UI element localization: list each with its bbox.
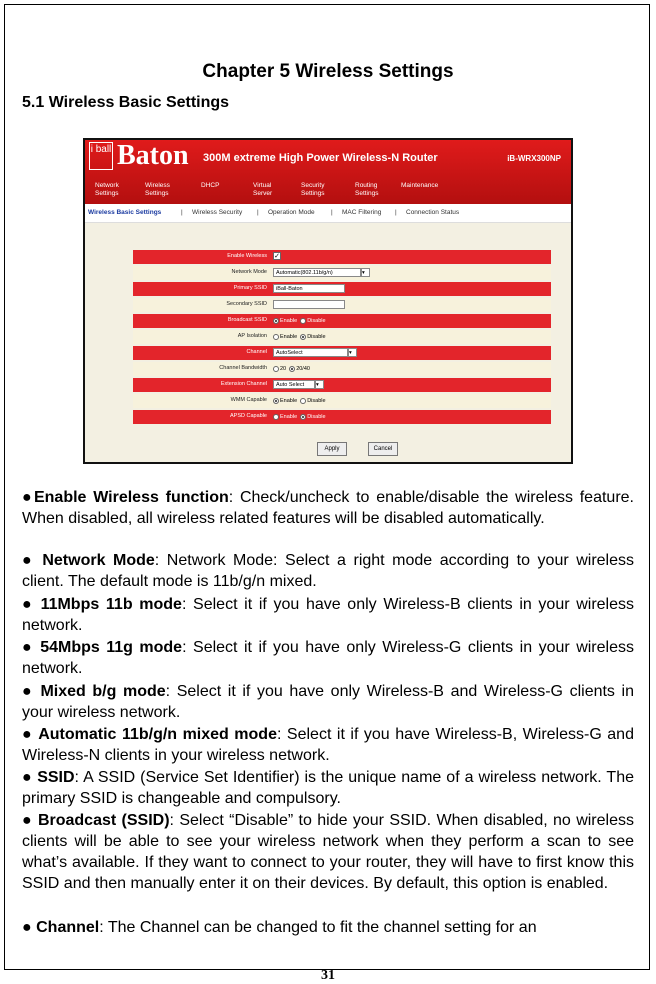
bullet-icon: ● <box>22 596 34 613</box>
row-enable-wireless <box>133 250 551 264</box>
paragraph-ssid <box>22 767 634 809</box>
extension-channel-select[interactable]: Auto Select <box>273 380 315 389</box>
sub-nav-operation-mode[interactable]: Operation Mode <box>268 209 315 216</box>
term: Automatic 11b/g/n mixed mode <box>38 726 277 743</box>
description: : Select it if you have only Wireless-G clients in your wireless network. <box>22 639 634 677</box>
row-ap-isolation <box>133 330 551 344</box>
term: SSID <box>37 769 75 786</box>
label-ap-isolation: AP Isolation <box>237 333 267 339</box>
term: Enable Wireless function <box>33 489 229 506</box>
label-broadcast-ssid: Broadcast SSID <box>227 317 267 323</box>
model-id: iB-WRX300NP <box>507 154 561 163</box>
page-number: 31 <box>321 968 335 983</box>
term: 11Mbps 11b mode <box>40 596 182 613</box>
sub-nav-mac-filtering[interactable]: MAC Filtering <box>342 209 382 216</box>
label-primary-ssid: Primary SSID <box>233 285 267 291</box>
paragraph-network-mode <box>22 550 634 592</box>
enable-wireless-checkbox[interactable]: ✓ <box>274 253 280 260</box>
bandwidth-20-radio[interactable] <box>273 366 279 372</box>
row-primary-ssid <box>133 282 551 296</box>
row-channel-bandwidth <box>133 362 551 376</box>
radio-label: Disable <box>307 334 326 340</box>
radio-label: Disable <box>307 414 326 420</box>
label-apsd-capable: APSD Capable <box>230 413 267 419</box>
network-mode-select[interactable]: Automatic(802.11b/g/n) <box>273 268 361 277</box>
row-network-mode <box>133 266 551 280</box>
chevron-down-icon[interactable]: ▾ <box>315 380 324 389</box>
radio-label: Disable <box>307 398 326 404</box>
radio-label: Enable <box>280 414 298 420</box>
sub-nav-separator: | <box>181 209 183 216</box>
top-nav-virtual-server[interactable]: Virtual Server <box>253 182 273 197</box>
radio-label: Enable <box>280 398 298 404</box>
top-nav-network-settings[interactable]: Network Settings <box>95 182 119 197</box>
term: 54Mbps 11g mode <box>40 639 183 656</box>
row-extension-channel <box>133 378 551 392</box>
description: : Check/uncheck to enable/disable the wireless feature. When disabled, all wireless related features will be disabled automatically. <box>22 489 634 527</box>
apsd-enable-radio[interactable] <box>273 414 279 420</box>
channel-select[interactable]: AutoSelect <box>273 348 348 357</box>
secondary-ssid-input[interactable] <box>273 300 345 309</box>
top-nav-maintenance[interactable]: Maintenance <box>401 182 439 189</box>
top-nav-security-settings[interactable]: Security Settings <box>301 182 325 197</box>
top-nav-wireless-settings[interactable]: Wireless Settings <box>145 182 170 197</box>
term: Mixed b/g mode <box>40 683 166 700</box>
radio-label: 20 <box>280 366 287 372</box>
label-secondary-ssid: Secondary SSID <box>226 301 267 307</box>
router-tagline: 300M extreme High Power Wireless-N Router <box>203 152 438 164</box>
chevron-down-icon[interactable]: ▾ <box>348 348 357 357</box>
description: : Select “Disable” to hide your SSID. When disabled, no wireless clients will be able to see your wireless network when they perform a scan to see what’s available. If they want to connect to your router, they will have to first know this SSID and then manually enter it on their devices. By default, this option is enabled. <box>22 812 634 892</box>
description: : Select it if you have only Wireless-B and Wireless-G clients in your wireless network. <box>22 683 634 721</box>
label-channel: Channel <box>246 349 267 355</box>
sub-nav-separator: | <box>395 209 397 216</box>
row-broadcast-ssid <box>133 314 551 328</box>
term: Broadcast (SSID) <box>37 812 170 829</box>
primary-ssid-input[interactable]: iBall-Baton <box>273 284 345 293</box>
sub-nav-connection-status[interactable]: Connection Status <box>406 209 460 216</box>
paragraph-11b-mode <box>22 594 634 636</box>
chapter-title: Chapter 5 Wireless Settings <box>202 61 454 82</box>
cancel-button[interactable]: Cancel <box>368 442 398 456</box>
radio-label: Disable <box>307 318 326 324</box>
paragraph-channel <box>22 917 634 938</box>
section-title: 5.1 Wireless Basic Settings <box>22 94 230 111</box>
sub-nav-wireless-basic[interactable]: Wireless Basic Settings <box>88 209 162 216</box>
top-nav-routing-settings[interactable]: Routing Settings <box>355 182 379 197</box>
description: : Network Mode: Select a right mode according to your wireless client. The default mode is 11b/g/n mixed. <box>22 552 635 590</box>
bullet-icon: ● <box>22 769 33 786</box>
description: : Select it if you have only Wireless-B clients in your wireless network. <box>22 596 635 634</box>
bullet-icon: ● <box>22 489 34 506</box>
apply-button[interactable]: Apply <box>317 442 347 456</box>
bullet-icon: ● <box>22 726 33 743</box>
top-nav-dhcp[interactable]: DHCP <box>201 182 220 189</box>
sub-nav-separator: | <box>257 209 259 216</box>
apsd-disable-radio[interactable] <box>300 414 306 420</box>
bullet-icon: ● <box>22 919 32 936</box>
bullet-icon: ● <box>22 639 34 656</box>
sub-nav <box>85 204 571 223</box>
baton-logo: Baton <box>117 140 189 171</box>
iball-logo: i ball <box>89 142 113 170</box>
label-wmm-capable: WMM Capable <box>230 397 267 403</box>
sub-nav-separator: | <box>331 209 333 216</box>
broadcast-enable-radio[interactable] <box>273 318 279 324</box>
ap-isolation-disable-radio[interactable] <box>300 334 306 340</box>
chevron-down-icon[interactable]: ▾ <box>361 268 370 277</box>
description: : The Channel can be changed to fit the channel setting for an <box>99 919 537 936</box>
radio-label: 20/40 <box>296 366 310 372</box>
description: : A SSID (Service Set Identifier) is the unique name of a wireless network. The primary SSID is changeable and compulsory. <box>22 769 634 807</box>
sub-nav-wireless-security[interactable]: Wireless Security <box>192 209 243 216</box>
top-nav <box>85 178 571 204</box>
label-channel-bandwidth: Channel Bandwidth <box>219 365 267 371</box>
router-header <box>85 140 571 204</box>
ap-isolation-enable-radio[interactable] <box>273 334 279 340</box>
paragraph-mixed-bg-mode <box>22 681 634 723</box>
label-extension-channel: Extension Channel <box>220 381 267 387</box>
row-channel <box>133 346 551 360</box>
description: : Select it if you have Wireless-B, Wireless-G and Wireless-N clients in your wireless network. <box>22 726 634 764</box>
term: Channel <box>36 919 100 936</box>
paragraph-enable-wireless <box>22 487 634 529</box>
label-network-mode: Network Mode <box>231 269 267 275</box>
bullet-icon: ● <box>22 683 34 700</box>
radio-label: Enable <box>280 334 298 340</box>
bullet-icon: ● <box>22 812 33 829</box>
bandwidth-20-40-radio[interactable] <box>289 366 295 372</box>
term: Network Mode <box>42 552 155 569</box>
row-apsd-capable <box>133 410 551 424</box>
row-secondary-ssid <box>133 298 551 312</box>
bullet-icon: ● <box>22 552 35 569</box>
radio-label: Enable <box>280 318 298 324</box>
row-wmm-capable <box>133 394 551 408</box>
paragraph-broadcast-ssid <box>22 810 634 894</box>
wmm-enable-radio[interactable] <box>273 398 279 404</box>
label-enable-wireless: Enable Wireless <box>227 253 267 259</box>
wmm-disable-radio[interactable] <box>300 398 306 404</box>
paragraph-auto-bgn-mode <box>22 724 634 766</box>
broadcast-disable-radio[interactable] <box>300 318 306 324</box>
router-screenshot <box>83 138 573 464</box>
paragraph-11g-mode <box>22 637 634 679</box>
